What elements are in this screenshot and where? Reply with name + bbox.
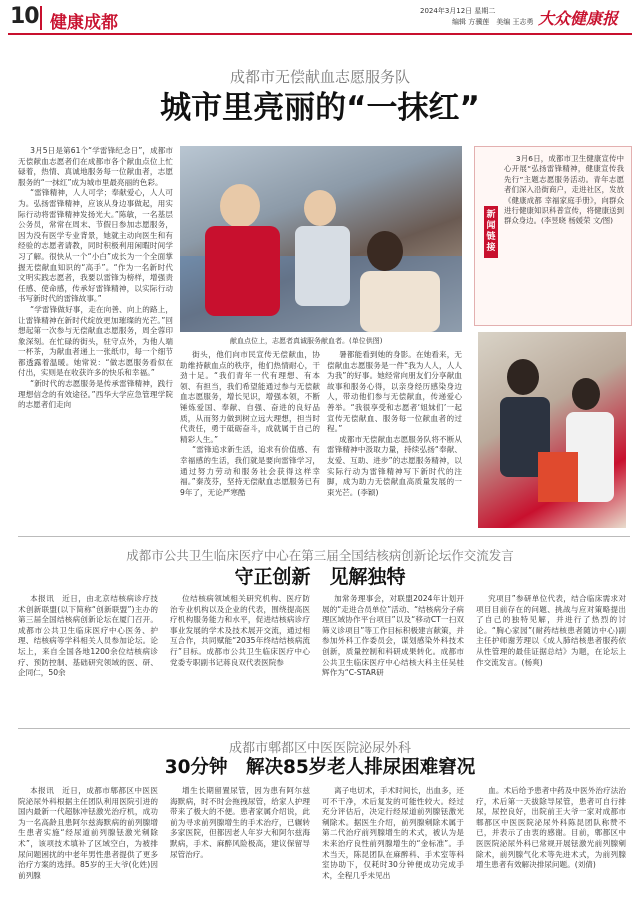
paragraph: “新时代的志愿服务是传承雷锋精神，践行理想信念的有效途径。”西华大学应急管理学院的志愿者们走向: [18, 379, 173, 410]
page-number: 10: [10, 4, 39, 29]
newspaper-logo: 大众健康报: [538, 9, 619, 28]
issue-date: 2024年3月12日 星期二: [420, 7, 496, 15]
article3-column-2: [170, 786, 310, 912]
section-title: 健康成都: [50, 13, 118, 33]
paragraph: 3月5日是第61个“学雷锋纪念日”，成都市无偿献血志愿者们在成都市各个献血点位上忙碌着，热情、真诚地服务每一位献血者，志愿服务的“一抹红”成为城市里最亮丽的色彩。: [18, 146, 173, 187]
article1-column-2: [180, 350, 320, 524]
paragraph: 本报讯 近日，由北京结核病诊疗技术创新联盟(以下简称“创新联盟”)主办的第三届全国结核病创新论坛在厦门召开。成都市公共卫生临床医疗中心医务、护理、结核病等学科相关人员参加论坛。论坛上，来自全国各地1200余位结核病诊疗、预防控制、基础研究领域的医、研、企同仁，50余: [18, 594, 158, 678]
article2-column-2: [170, 594, 310, 724]
sidebar-photo: [478, 332, 626, 528]
paragraph: 血。术后给予患者中药及中医外治疗法治疗，术后第一天拔除导尿管，患者可自行排尿，尿控良好，出院前王大爷一家对成都市郫都区中医医院泌尿外科陈昆团队称赞不已，并表示了由衷的感谢。目前，郫都区中医医院泌尿外科已常规开展铥激光前列腺剜除术，前列腺气化术等先进术式，为前列腺增生患者有效解决排尿问题。(刘倩): [476, 786, 626, 870]
article3-column-4: [476, 786, 626, 912]
volunteer-photo-illustration: [180, 146, 462, 332]
article2-title: 守正创新 见解独特: [234, 566, 406, 588]
outreach-photo-illustration: [478, 332, 626, 528]
paragraph: 本报讯 近日，成都市郫都区中医医院泌尿外科根据主任团队利用医院引进的国内最新一代超脉冲铥激光治疗机，成功为一名高龄且患阿尔兹海默病的前列腺增生患者实施“经尿道前列腺铥激光剜除术”，该项技术填补了区域空白，为被排尿问题困扰的中老年男性患者提供了更多治疗方案的选择。85岁的王大爷(化姓)因前列腺: [18, 786, 158, 880]
paragraph: “雷锋追求新生活，追求有价值感、有幸福感的生活，我们就是要向雷锋学习，通过努力劳动和服务社会获得这样幸福。”秦茂芬，坚持无偿献血志愿服务已有9年了，无论严寒酷: [180, 445, 320, 497]
article1-column-3: [327, 350, 462, 524]
header-rule: [8, 33, 632, 35]
article1-subtitle: 成都市无偿献血志愿服务队: [229, 68, 410, 86]
article1-photo-caption: 献血点位上，志愿者真诚服务献血者。(单位供图): [230, 337, 383, 345]
paragraph: 成都市无偿献血志愿服务队将不断从雷锋精神中汲取力量，持续弘扬“奉献、友爱、互助、进步”的志愿服务精神，以实际行动为雷锋精神写下新时代的注脚，成为助力无偿献血高质量发展的一束光芒。(李颖): [327, 434, 462, 497]
article1-title: 城市里亮丽的“一抹红”: [160, 90, 480, 126]
paragraph: “雷锋精神，人人可学；奉献爱心，人人可为。弘扬雷锋精神，应该从身边事做起，用实际行动将雷锋精神发扬光大。”陈敏，一名基层公务员，常常在周末、节假日参加志愿服务，因为没有医学专业背景，她就主动向医生和有经验的志愿者请教，同时积极利用闲暇时间学习了解。很快从一个“小白”成长为一个全面掌握无偿献血知识的“高手”。“作为一名新时代文明实践志愿者，我要以雷锋为榜样，增强责任感、使命感，传承好雷锋精神，以实际行动书写新时代的雷锋故事。”: [18, 188, 173, 304]
article3-column-3: [322, 786, 464, 912]
paragraph: 位结核病领域相关研究机构、医疗防治专业机构以及企业的代表，围绕提高医疗机构服务能力和水平，促进结核病诊疗事业发展的学术及技术展开交流，通过相互合作，共同赋能“2035年终结结核病流行”目标。成都市公共卫生临床医疗中心党委专职副书记蒋良双代表医院参: [170, 594, 310, 667]
news-link-tag: 新闻链接: [484, 206, 498, 258]
paragraph: 暑都能看到她的身影。在她看来，无偿献血志愿服务是一件“我为人人，人人为我”的好事。她经常向朋友们分享献血故事和服务心得，以亲身经历感染身边人，带动他们参与无偿献血，传递爱心善举。“我很享受和志愿者‘姐妹们’一起宣传无偿献血、服务每一位献血者的过程。”: [327, 350, 462, 434]
article2-column-1: [18, 594, 158, 724]
article2-column-3: [322, 594, 464, 724]
paragraph: 增生长期留置尿管，因为患有阿尔兹海默病，时不时会拖拽尿管，给家人护理带来了极大的不便。患者家属介绍说，此前为寻求前列腺增生的手术治疗，已辗转多家医院，但都因老人年岁大和阿尔兹海默病，手术、麻醉风险极高，建议保留导尿管治疗。: [170, 786, 310, 859]
paragraph: 3月6日，成都市卫生健康宣传中心开展“弘扬雷锋精神，健康宣传我先行”主题志愿服务活动。青年志愿者们深入沿街商户，走进社区，发放《健康成都 幸福家庭手册》，向群众进行健康知识科普宣传，将健康送到群众身边。(李昱晓 杨媛荣 文/图): [504, 154, 624, 226]
article3-subtitle: 成都市郫都区中医医院泌尿外科: [228, 741, 411, 756]
article1-photo: [180, 146, 462, 332]
article3-column-1: [18, 786, 158, 912]
paragraph: 街头，他们向市民宣传无偿献血，协助维持献血点的秩序，他们热情耐心，干劲十足。“我们青年一代有理想、有本领、有担当，我们希望能通过参与无偿献血志愿服务，增长见识，增强本领，不断锤炼爱国、奉献、自强、奋进的良好品质，从而努力做到树立远大理想，担当时代责任，勇于砥砺奋斗，成就属于自己的精彩人生。”: [180, 350, 320, 444]
paragraph: 加常务理事会，对联盟2024年计划开展的“走进合员单位”活动、“结核病分子病理区域协作平台项目”以及“移动CT一扫双筛义诊项目”等工作目标积极建言献策，并参加外科工作委员会，谋划感染外科技术创新，质量控制和科研成果转化。成都市公共卫生临床医疗中心结核大科主任吴桂辉作为“C-STAR研: [322, 594, 464, 678]
article2-column-4: [476, 594, 626, 724]
article3-title: 30分钟 解决85岁老人排尿困难窘况: [164, 757, 476, 778]
header-separator: [40, 6, 42, 30]
paragraph: 离子电切术，手术时间长，出血多，还可不干净，术后复发的可能性较大。经过充分评估后，决定行经尿道前列腺铥激光剜除术。据医生介绍，前列腺剜除术属于第二代治疗前列腺增生的术式，被认为是未来治疗良性前列腺增生的“金标准”。手术当天，陈昆团队在麻醉科、手术室等科室协助下，仅耗时30分钟便成功完成手术，全程几乎未见出: [322, 786, 464, 880]
section-divider: [18, 536, 630, 537]
article2-subtitle: 成都市公共卫生临床医疗中心在第三届全国结核病创新论坛作交流发言: [126, 548, 514, 563]
editors: 编辑 方骥莲 美编 王志勇: [452, 18, 534, 26]
paragraph: “学雷锋做好事，走在向善、向上的路上，让雷锋精神在新时代绽放更加璀璨的光芒。”回想起第一次参与无偿献血志愿服务，周全蓉印象深刻。在忙碌的街头，驻守点外，为他人端一杯茶，为献血者递上一张纸巾，每一个细节都透露着温暖。她常说：“做志愿服务看似在付出，实则是在收获许多的快乐和幸福。”: [18, 304, 173, 378]
news-link-text: [504, 154, 624, 320]
article1-column-1: [18, 146, 173, 524]
section-divider: [18, 728, 630, 729]
paragraph: 究项目”参研单位代表，结合临床需求对项目目前存在的问题、挑战与应对策略提出了自己的独特见解，并进行了热烈的讨论。“胸心家园”(耐药结核患者随访中心)副主任护师谢芳理以《成人肺结核患者服药依从性管理的最佳证据总结》为题，在论坛上作交流发言。(杨爽): [476, 594, 626, 667]
